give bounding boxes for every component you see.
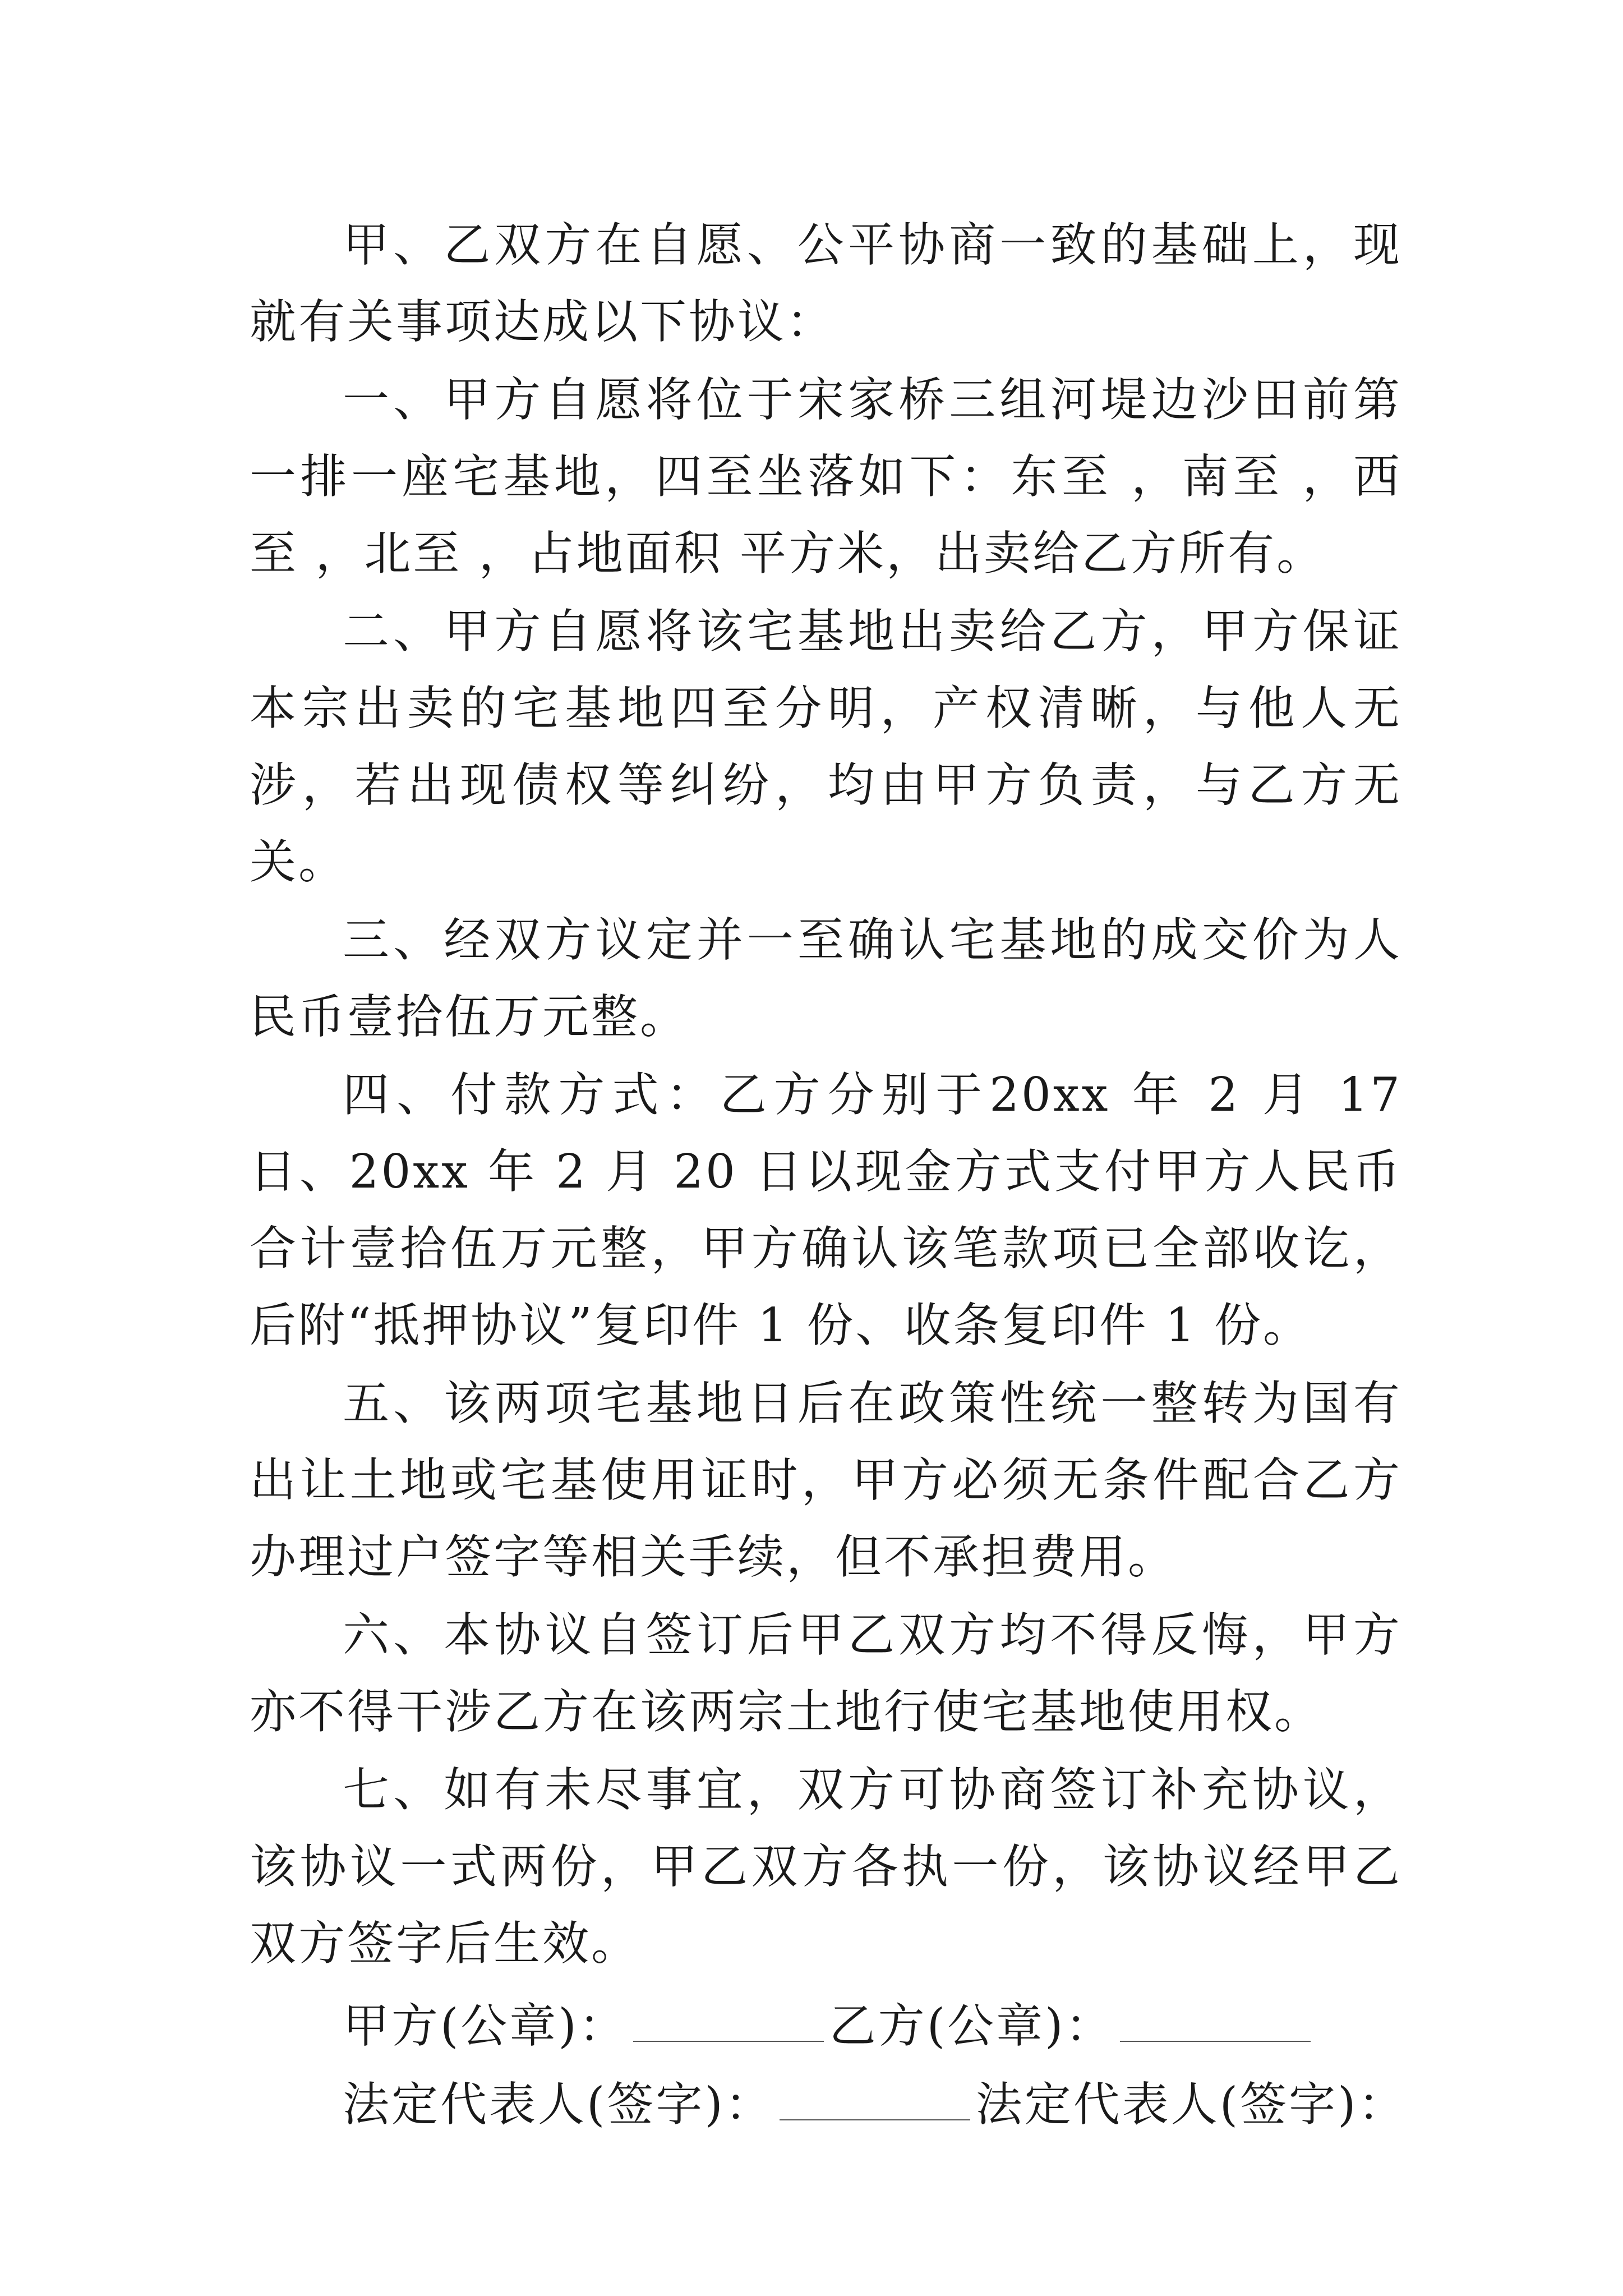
clause-3: 三、经双方议定并一至确认宅基地的成交价为人民币壹拾伍万元整。 <box>250 913 1402 1044</box>
clause-1: 一、甲方自愿将位于宋家桥三组河堤边沙田前第一排一座宅基地，四至坐落如下：东至 ，南至 ，西至 ，北至 ，占地面积 平方米，出卖给乙方所有。 <box>250 372 1402 581</box>
clause-6: 六、本协议自签订后甲乙双方均不得反悔，甲方亦不得干涉乙方在该两宗土地行使宅基地使用权。 <box>250 1608 1402 1739</box>
signature-block <box>250 1987 1407 2145</box>
party-b-seal-label: 乙方(公章)： <box>829 1999 1114 2053</box>
seal-line <box>250 1987 1402 2066</box>
agreement-body <box>250 206 1407 2145</box>
clause-2: 二、甲方自愿将该宅基地出卖给乙方，甲方保证本宗出卖的宅基地四至分明，产权清晰，与他人无涉，若出现债权等纠纷，均由甲方负责，与乙方无关。 <box>250 604 1402 889</box>
legal-rep-a-label: 法定代表人(签字)： <box>343 2077 774 2132</box>
legal-rep-line <box>250 2066 1407 2145</box>
party-b-seal-blank[interactable] <box>1120 1993 1311 2042</box>
intro-paragraph: 甲、乙双方在自愿、公平协商一致的基础上，现就有关事项达成以下协议： <box>250 218 1402 349</box>
clause-4: 四、付款方式：乙方分别于20xx 年 2 月 17 日、20xx 年 2 月 20 日以现金方式支付甲方人民币合计壹拾伍万元整，甲方确认该笔款项已全部收讫，后附“抵押协议”复印件 1 份、收条复印件 1 份。 <box>250 1068 1402 1352</box>
legal-rep-a-blank[interactable] <box>780 2071 970 2120</box>
clause-5: 五、该两项宅基地日后在政策性统一整转为国有出让土地或宅基使用证时，甲方必须无条件配合乙方办理过户签字等相关手续，但不承担费用。 <box>250 1376 1402 1584</box>
legal-rep-b-label: 法定代表人(签字)： <box>975 2077 1407 2132</box>
party-a-seal-blank[interactable] <box>633 1993 824 2042</box>
party-a-seal-label: 甲方(公章)： <box>343 1999 628 2053</box>
clause-7: 七、如有未尽事宜，双方可协商签订补充协议，该协议一式两份，甲乙双方各执一份，该协议经甲乙双方签字后生效。 <box>250 1763 1402 1971</box>
